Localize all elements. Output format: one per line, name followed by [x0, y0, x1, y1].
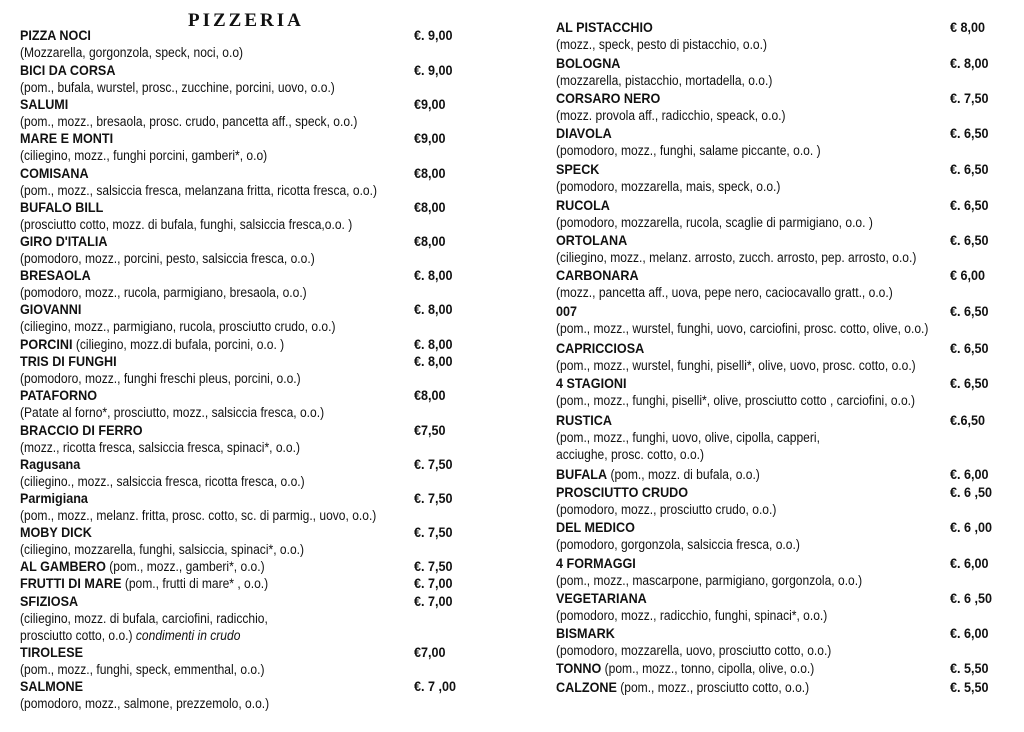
menu-item-price: € 6,00 [950, 267, 986, 283]
menu-item-name: CALZONE [556, 679, 617, 695]
menu-item-ingredients: (ciliegino, mozzarella, funghi, salsiccia, spinaci*, o.o.) [20, 542, 305, 557]
menu-item-name-line [556, 90, 660, 107]
menu-item-name-line [556, 412, 612, 429]
menu-item-name-line [20, 353, 117, 370]
menu-item-ingredients: (pom., mozz., funghi, piselli*, olive, prosciutto cotto , carciofini, o.o.) [556, 393, 916, 408]
menu-item-name: CORSARO NERO [556, 90, 661, 106]
menu-item-description-line [20, 661, 264, 678]
menu-item-description-line [556, 178, 780, 195]
menu-item-name: BOLOGNA [556, 55, 621, 71]
menu-item-name: BUFALA [556, 466, 608, 482]
menu-item-ingredients: (pom., bufala, wurstel, prosc., zucchine, porcini, uovo, o.o.) [20, 80, 335, 95]
menu-item-price: €8,00 [414, 199, 446, 215]
menu-item-description-line [20, 318, 335, 335]
menu-item-ingredients: (ciliegino., mozz., salsiccia fresca, ricotta fresca, o.o.) [20, 474, 305, 489]
menu-item-name-line [20, 387, 97, 404]
menu-item-price: €. 6 ,50 [950, 590, 993, 606]
menu-item-price: €. 6,50 [950, 161, 989, 177]
menu-item-name-line [20, 96, 68, 113]
menu-item-price: €8,00 [414, 165, 446, 181]
menu-item-description-line [20, 250, 315, 267]
menu-item-description-line [20, 44, 243, 61]
menu-item-price: €. 6,50 [950, 197, 989, 213]
menu-item-name-line [20, 456, 80, 473]
menu-item-name-line [20, 62, 115, 79]
menu-item-description-line [20, 79, 335, 96]
menu-item-name: 007 [556, 303, 578, 319]
menu-item-name-line [556, 197, 610, 214]
menu-item-ingredients: (ciliegino, mozz.di bufala, porcini, o.o. ) [72, 337, 285, 352]
menu-item-description-line [556, 357, 916, 374]
menu-item-name: SALMONE [20, 678, 83, 694]
menu-item-description-line [20, 284, 307, 301]
menu-item-name-line [556, 375, 626, 392]
menu-item-name: DEL MEDICO [556, 519, 635, 535]
menu-item-name-line [556, 555, 636, 572]
menu-item-ingredients: (pom., mozz., mascarpone, parmigiano, gorgonzola, o.o.) [556, 573, 863, 588]
menu-item-description-line [20, 439, 300, 456]
menu-item-name-line [20, 301, 81, 318]
menu-item-name-line [20, 336, 284, 353]
menu-item-name-line [20, 524, 92, 541]
menu-item-ingredients: (pomodoro, mozz., funghi, salame piccante, o.o. ) [556, 143, 821, 158]
menu-item-ingredients: (pomodoro, mozz., funghi freschi pleus, porcini, o.o.) [20, 371, 301, 386]
menu-item-ingredients: (pomodoro, mozz., prosciutto crudo, o.o.) [556, 502, 777, 517]
menu-item-description-line [20, 216, 352, 233]
menu-item-ingredients: (mozz. provola aff., radicchio, speack, o.o.) [556, 108, 786, 123]
menu-item-name: AL PISTACCHIO [556, 19, 653, 35]
menu-item-description-line [20, 627, 240, 644]
menu-item-description-line [20, 610, 268, 627]
menu-item-name-line [20, 593, 78, 610]
menu-item-name-line [556, 125, 612, 142]
menu-item-name-line [20, 27, 91, 44]
menu-item-price: €. 6,00 [950, 555, 989, 571]
menu-item-name: Parmigiana [20, 490, 88, 506]
menu-item-description-line [20, 541, 304, 558]
menu-item-description-line [556, 320, 928, 337]
menu-item-ingredients: (pom., mozz., wurstel, funghi, piselli*, olive, uovo, prosc. cotto, o.o.) [556, 358, 916, 373]
menu-item-ingredients: (prosciutto cotto, mozz. di bufala, funghi, salsiccia fresca,o.o. ) [20, 217, 353, 232]
menu-item-ingredients: (pom., frutti di mare* , o.o.) [121, 576, 269, 591]
menu-item-ingredients: (pom., mozz., funghi, uovo, olive, cipolla, capperi, [556, 430, 820, 445]
menu-item-name-line [556, 303, 577, 320]
menu-item-name-line [20, 267, 91, 284]
menu-item-name: DIAVOLA [556, 125, 612, 141]
menu-item-name-line [20, 644, 83, 661]
menu-item-name-line [556, 340, 644, 357]
menu-item-name-line [20, 199, 103, 216]
menu-item-note: condimenti in crudo [132, 628, 241, 643]
menu-item-price: €. 9,00 [414, 62, 453, 78]
menu-item-price: €.6,50 [950, 412, 986, 428]
menu-item-name-line [556, 625, 615, 642]
menu-item-name-line [20, 233, 107, 250]
menu-item-description-line [20, 507, 376, 524]
menu-item-ingredients: (Patate al forno*, prosciutto, mozz., salsiccia fresca, o.o.) [20, 405, 325, 420]
menu-item-price: €9,00 [414, 96, 446, 112]
menu-item-description-line [556, 36, 767, 53]
menu-item-name: TIROLESE [20, 644, 84, 660]
menu-item-price: €. 5,50 [950, 679, 989, 695]
menu-item-name: BRACCIO DI FERRO [20, 422, 143, 438]
menu-item-price: €. 7 ,00 [414, 678, 457, 694]
menu-item-name: GIOVANNI [20, 301, 82, 317]
menu-item-ingredients: (pom., mozz. di bufala, o.o.) [607, 467, 760, 482]
menu-item-name: PATAFORNO [20, 387, 97, 403]
menu-item-description-line [556, 501, 776, 518]
menu-item-price: €. 6,50 [950, 303, 989, 319]
menu-item-name: 4 STAGIONI [556, 375, 627, 391]
menu-item-name: AL GAMBERO [20, 558, 106, 574]
menu-item-ingredients: acciughe, prosc. cotto, o.o.) [556, 447, 705, 462]
menu-item-price: €. 5,50 [950, 660, 989, 676]
menu-item-name-line [556, 660, 814, 677]
menu-item-description-line [556, 429, 820, 446]
menu-item-ingredients: prosciutto cotto, o.o.) [20, 628, 133, 643]
menu-item-ingredients: (ciliegino, mozz., funghi porcini, gamberi*, o.o) [20, 148, 268, 163]
menu-item-name: ORTOLANA [556, 232, 628, 248]
menu-item-ingredients: (pomodoro, gorgonzola, salsiccia fresca, o.o.) [556, 537, 800, 552]
menu-item-price: €. 8,00 [950, 55, 989, 71]
menu-item-ingredients: (mozz., pancetta aff., uova, pepe nero, caciocavallo gratt., o.o.) [556, 285, 893, 300]
menu-item-ingredients: (pom., mozz., gamberi*, o.o.) [105, 559, 265, 574]
menu-item-price: €. 8,00 [414, 336, 453, 352]
menu-item-name-line [556, 590, 647, 607]
menu-item-name-line [556, 679, 809, 696]
menu-item-price: €. 7,50 [414, 558, 453, 574]
menu-item-ingredients: (pom., mozz., wurstel, funghi, uovo, carciofini, prosc. cotto, olive, o.o.) [556, 321, 929, 336]
menu-item-name-line [20, 165, 89, 182]
menu-item-ingredients: (pomodoro, mozzarella, mais, speck, o.o.) [556, 179, 781, 194]
menu-item-price: €. 6,00 [950, 625, 989, 641]
menu-item-name: BISMARK [556, 625, 615, 641]
menu-item-name: SPECK [556, 161, 600, 177]
menu-item-description-line [556, 284, 893, 301]
menu-item-name: PIZZA NOCI [20, 27, 91, 43]
menu-item-name: MOBY DICK [20, 524, 92, 540]
menu-item-description-line [20, 182, 377, 199]
menu-item-name: 4 FORMAGGI [556, 555, 636, 571]
menu-item-description-line [556, 392, 915, 409]
menu-item-name: VEGETARIANA [556, 590, 647, 606]
menu-item-price: €7,00 [414, 644, 446, 660]
menu-item-name: BICI DA CORSA [20, 62, 116, 78]
menu-item-ingredients: (pom., mozz., funghi, speck, emmenthal, o.o.) [20, 662, 265, 677]
menu-item-price: €. 6 ,00 [950, 519, 993, 535]
menu-item-name: PROSCIUTTO CRUDO [556, 484, 689, 500]
menu-item-price: €. 7,50 [950, 90, 989, 106]
menu-item-name-line [556, 519, 635, 536]
menu-item-price: €. 6,50 [950, 375, 989, 391]
menu-item-name-line [20, 678, 83, 695]
menu-item-name: PORCINI [20, 336, 73, 352]
menu-item-price: €. 8,00 [414, 353, 453, 369]
menu-item-name-line [20, 558, 265, 575]
menu-item-description-line [556, 214, 873, 231]
menu-item-name-line [20, 575, 268, 592]
menu-item-ingredients: (Mozzarella, gorgonzola, speck, noci, o.o) [20, 45, 244, 60]
menu-item-description-line [556, 536, 800, 553]
menu-item-ingredients: (ciliegino, mozz. di bufala, carciofini, radicchio, [20, 611, 268, 626]
menu-item-name: RUCOLA [556, 197, 610, 213]
menu-item-name-line [556, 55, 620, 72]
menu-item-price: €. 6,50 [950, 340, 989, 356]
menu-item-description-line [556, 642, 831, 659]
menu-item-ingredients: (pomodoro, mozzarella, rucola, scaglie di parmigiano, o.o. ) [556, 215, 873, 230]
menu-item-name-line [20, 490, 88, 507]
page-title: PIZZERIA [188, 10, 304, 31]
menu-item-name: BUFALO BILL [20, 199, 104, 215]
menu-item-name: SFIZIOSA [20, 593, 79, 609]
menu-item-description-line [20, 147, 267, 164]
menu-item-ingredients: (mozz., speck, pesto di pistacchio, o.o.) [556, 37, 767, 52]
menu-item-price: €. 7,50 [414, 524, 453, 540]
menu-item-description-line [556, 249, 916, 266]
menu-item-price: €. 6,00 [950, 466, 989, 482]
menu-item-ingredients: (pomodoro, mozz., rucola, parmigiano, bresaola, o.o.) [20, 285, 307, 300]
menu-item-description-line [20, 404, 324, 421]
menu-item-price: €. 9,00 [414, 27, 453, 43]
menu-item-ingredients: (pom., mozz., melanz. fritta, prosc. cotto, sc. di parmig., uovo, o.o.) [20, 508, 377, 523]
menu-item-name-line [556, 466, 760, 483]
menu-item-ingredients: (mozzarella, pistacchio, mortadella, o.o.) [556, 73, 773, 88]
menu-item-ingredients: (pomodoro, mozzarella, uovo, prosciutto cotto, o.o.) [556, 643, 832, 658]
menu-item-ingredients: (pomodoro, mozz., porcini, pesto, salsiccia fresca, o.o.) [20, 251, 315, 266]
menu-item-ingredients: (pomodoro, mozz., radicchio, funghi, spinaci*, o.o.) [556, 608, 828, 623]
menu-item-ingredients: (ciliegino, mozz., melanz. arrosto, zucch. arrosto, pep. arrosto, o.o.) [556, 250, 917, 265]
menu-item-description-line [556, 72, 772, 89]
menu-item-name: FRUTTI DI MARE [20, 575, 122, 591]
menu-item-price: €. 8,00 [414, 267, 453, 283]
menu-item-price: €7,50 [414, 422, 446, 438]
menu-item-ingredients: (pom., mozz., tonno, cipolla, olive, o.o.) [601, 661, 815, 676]
menu-item-price: €. 6,50 [950, 232, 989, 248]
menu-item-price: €9,00 [414, 130, 446, 146]
menu-item-name: GIRO D'ITALIA [20, 233, 108, 249]
menu-item-name: Ragusana [20, 456, 81, 472]
menu-item-ingredients: (ciliegino, mozz., parmigiano, rucola, prosciutto crudo, o.o.) [20, 319, 336, 334]
menu-item-price: €. 6,50 [950, 125, 989, 141]
menu-item-description-line [556, 142, 821, 159]
menu-item-price: €. 7,00 [414, 593, 453, 609]
menu-item-price: €8,00 [414, 387, 446, 403]
menu-item-description-line [20, 113, 357, 130]
menu-item-name-line [20, 422, 143, 439]
menu-item-price: €. 7,00 [414, 575, 453, 591]
menu-item-name: TONNO [556, 660, 602, 676]
menu-item-ingredients: (pom., mozz., salsiccia fresca, melanzana fritta, ricotta fresca, o.o.) [20, 183, 377, 198]
menu-item-name-line [556, 232, 627, 249]
menu-item-name: SALUMI [20, 96, 69, 112]
menu-item-description-line [20, 695, 269, 712]
menu-item-description-line [20, 370, 301, 387]
menu-item-description-line [556, 607, 827, 624]
menu-item-price: €. 7,50 [414, 456, 453, 472]
menu-item-name: CAPRICCIOSA [556, 340, 645, 356]
menu-item-ingredients: (pom., mozz., bresaola, prosc. crudo, pancetta aff., speck, o.o.) [20, 114, 358, 129]
menu-item-name: COMISANA [20, 165, 89, 181]
menu-item-name-line [556, 267, 639, 284]
menu-item-name-line [556, 484, 688, 501]
menu-item-name-line [556, 19, 653, 36]
menu-item-description-line [556, 446, 704, 463]
menu-item-ingredients: (pom., mozz., prosciutto cotto, o.o.) [616, 680, 810, 695]
menu-item-name-line [20, 130, 113, 147]
menu-item-name: RUSTICA [556, 412, 613, 428]
menu-item-price: €. 8,00 [414, 301, 453, 317]
menu-item-name: MARE E MONTI [20, 130, 114, 146]
menu-item-description-line [20, 473, 305, 490]
menu-item-price: €. 7,50 [414, 490, 453, 506]
menu-item-description-line [556, 107, 786, 124]
menu-item-ingredients: (pomodoro, mozz., salmone, prezzemolo, o.o.) [20, 696, 270, 711]
menu-item-price: €. 6 ,50 [950, 484, 993, 500]
menu-item-name: TRIS DI FUNGHI [20, 353, 117, 369]
menu-item-price: € 8,00 [950, 19, 986, 35]
menu-item-name-line [556, 161, 599, 178]
menu-item-ingredients: (mozz., ricotta fresca, salsiccia fresca, spinaci*, o.o.) [20, 440, 300, 455]
menu-item-name: CARBONARA [556, 267, 639, 283]
menu-item-price: €8,00 [414, 233, 446, 249]
menu-item-name: BRESAOLA [20, 267, 91, 283]
menu-item-description-line [556, 572, 862, 589]
